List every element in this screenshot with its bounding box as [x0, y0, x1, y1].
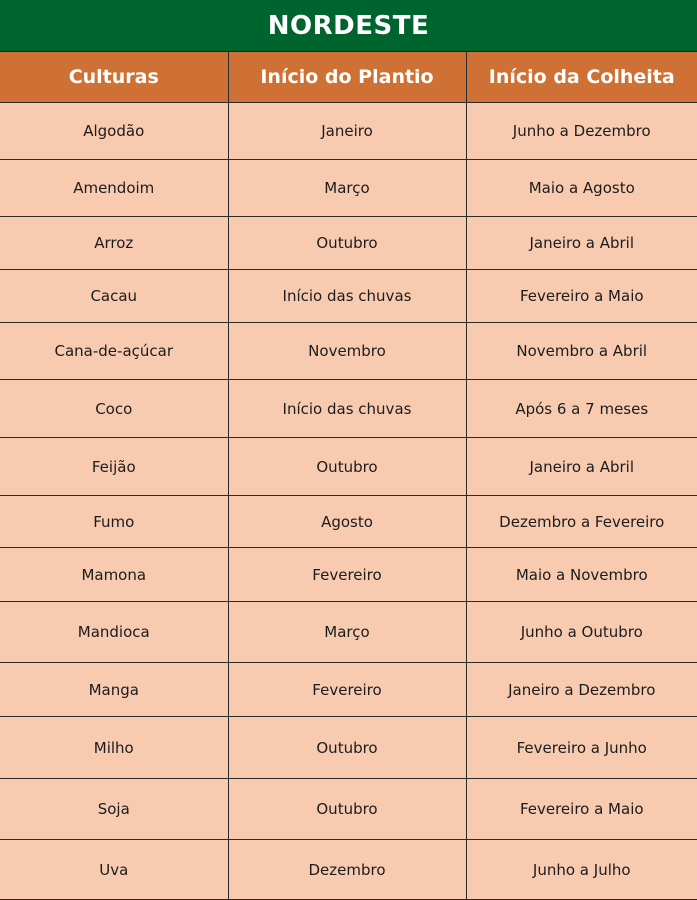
cell-harvest: Janeiro a Abril	[466, 217, 697, 270]
cell-crop: Cacau	[0, 270, 228, 323]
table-row	[0, 840, 697, 900]
page-title: NORDESTE	[267, 10, 430, 41]
cell-planting: Outubro	[228, 779, 466, 840]
cell-crop: Cana-de-açúcar	[0, 323, 228, 380]
cell-planting: Janeiro	[228, 103, 466, 160]
cell-crop: Manga	[0, 663, 228, 717]
table-row	[0, 602, 697, 663]
cell-planting: Novembro	[228, 323, 466, 380]
cell-crop: Fumo	[0, 496, 228, 548]
table-row	[0, 217, 697, 270]
cell-harvest: Junho a Outubro	[466, 602, 697, 663]
table-row	[0, 496, 697, 548]
cell-planting: Março	[228, 160, 466, 217]
cell-planting: Fevereiro	[228, 548, 466, 602]
cell-planting: Março	[228, 602, 466, 663]
cell-harvest: Dezembro a Fevereiro	[466, 496, 697, 548]
cell-planting: Fevereiro	[228, 663, 466, 717]
cell-harvest: Janeiro a Abril	[466, 438, 697, 496]
cell-crop: Feijão	[0, 438, 228, 496]
cell-harvest: Maio a Novembro	[466, 548, 697, 602]
table-row	[0, 103, 697, 160]
cell-planting: Outubro	[228, 717, 466, 779]
table-row	[0, 438, 697, 496]
column-header-culturas: Culturas	[0, 52, 228, 103]
cell-crop: Soja	[0, 779, 228, 840]
table-row	[0, 663, 697, 717]
table-row	[0, 270, 697, 323]
cell-crop: Coco	[0, 380, 228, 438]
cell-crop: Arroz	[0, 217, 228, 270]
cell-harvest: Junho a Julho	[466, 840, 697, 900]
cell-crop: Algodão	[0, 103, 228, 160]
table-row	[0, 779, 697, 840]
cell-harvest: Novembro a Abril	[466, 323, 697, 380]
title-bar	[0, 0, 697, 52]
table-row	[0, 160, 697, 217]
cell-planting: Outubro	[228, 438, 466, 496]
table-header-row	[0, 52, 697, 103]
cell-harvest: Fevereiro a Maio	[466, 270, 697, 323]
table-row	[0, 717, 697, 779]
cell-harvest: Junho a Dezembro	[466, 103, 697, 160]
table-row	[0, 380, 697, 438]
cell-planting: Outubro	[228, 217, 466, 270]
crop-table	[0, 52, 697, 900]
column-header-inicio-colheita: Início da Colheita	[466, 52, 697, 103]
cell-harvest: Fevereiro a Junho	[466, 717, 697, 779]
cell-harvest: Janeiro a Dezembro	[466, 663, 697, 717]
cell-planting: Agosto	[228, 496, 466, 548]
cell-crop: Uva	[0, 840, 228, 900]
cell-crop: Milho	[0, 717, 228, 779]
cell-harvest: Após 6 a 7 meses	[466, 380, 697, 438]
cell-crop: Mamona	[0, 548, 228, 602]
table-row	[0, 323, 697, 380]
cell-crop: Mandioca	[0, 602, 228, 663]
cell-planting: Início das chuvas	[228, 270, 466, 323]
cell-harvest: Maio a Agosto	[466, 160, 697, 217]
cell-planting: Dezembro	[228, 840, 466, 900]
table-row	[0, 548, 697, 602]
cell-harvest: Fevereiro a Maio	[466, 779, 697, 840]
column-header-inicio-plantio: Início do Plantio	[228, 52, 466, 103]
cell-crop: Amendoim	[0, 160, 228, 217]
cell-planting: Início das chuvas	[228, 380, 466, 438]
